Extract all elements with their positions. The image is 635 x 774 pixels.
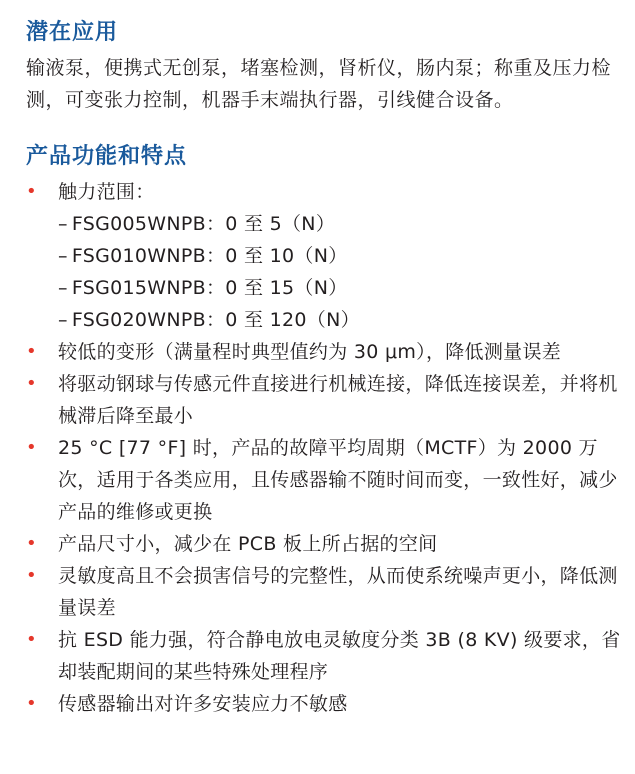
feature-item bbox=[26, 432, 626, 528]
feature-text: 25 °C [77 °F] 时，产品的故障平均周期（MCTF）为 2000 万次，适用于各类应用，且传感器输不随时间而变，一致性好，减少产品的维修或更换 bbox=[58, 437, 618, 523]
feature-text: 将驱动钢球与传感元件直接进行机械连接，降低连接误差，并将机械滞后降至最小 bbox=[58, 373, 618, 427]
feature-text: 传感器输出对许多安装应力不敏感 bbox=[58, 693, 348, 715]
force-range-row bbox=[58, 240, 626, 272]
bullet-icon: • bbox=[26, 437, 37, 458]
force-range-label: 触力范围： bbox=[58, 181, 155, 203]
force-range-row bbox=[58, 304, 626, 336]
document-page bbox=[26, 18, 626, 720]
bullet-icon: • bbox=[26, 373, 37, 394]
feature-text: 产品尺寸小，减少在 PCB 板上所占据的空间 bbox=[58, 533, 438, 555]
dash-icon: – bbox=[58, 213, 68, 235]
applications-heading: 潜在应用 bbox=[26, 20, 119, 45]
feature-text: 较低的变形（满量程时典型值约为 30 μm），降低测量误差 bbox=[58, 341, 562, 363]
feature-item bbox=[26, 560, 626, 624]
bullet-icon: • bbox=[26, 565, 37, 586]
bullet-icon: • bbox=[26, 341, 37, 362]
feature-item bbox=[26, 368, 626, 432]
feature-text: 抗 ESD 能力强，符合静电放电灵敏度分类 3B (8 KV) 级要求，省却装配期间的某些特殊处理程序 bbox=[58, 629, 621, 683]
force-range-model: FSG010WNPB bbox=[71, 245, 206, 267]
feature-item bbox=[26, 688, 626, 720]
bullet-icon: • bbox=[26, 533, 37, 554]
features-heading: 产品功能和特点 bbox=[26, 144, 188, 169]
section-spacer bbox=[26, 116, 626, 142]
dash-icon: – bbox=[58, 309, 68, 331]
force-range-value: ：0 至 15（N） bbox=[205, 277, 348, 299]
force-range-model: FSG005WNPB bbox=[71, 213, 206, 235]
bullet-icon: • bbox=[26, 693, 37, 714]
force-range-row bbox=[58, 208, 626, 240]
bullet-icon: • bbox=[26, 181, 37, 202]
dash-icon: – bbox=[58, 245, 68, 267]
force-range-model: FSG020WNPB bbox=[71, 309, 206, 331]
dash-icon: – bbox=[58, 277, 68, 299]
applications-text: 输液泵，便携式无创泵，堵塞检测，肾析仪，肠内泵；称重及压力检测，可变张力控制，机器手末端执行器，引线健合设备。 bbox=[26, 57, 612, 111]
force-range-value: ：0 至 10（N） bbox=[205, 245, 348, 267]
force-range-value: ：0 至 5（N） bbox=[205, 213, 336, 235]
force-range-row bbox=[58, 272, 626, 304]
feature-text: 灵敏度高且不会损害信号的完整性，从而使系统噪声更小，降低测量误差 bbox=[58, 565, 618, 619]
feature-item-force-range bbox=[26, 176, 626, 336]
force-range-value: ：0 至 120（N） bbox=[205, 309, 360, 331]
features-list bbox=[26, 176, 626, 720]
force-range-model: FSG015WNPB bbox=[71, 277, 206, 299]
feature-item bbox=[26, 624, 626, 688]
bullet-icon: • bbox=[26, 629, 37, 650]
feature-item bbox=[26, 528, 626, 560]
feature-item bbox=[26, 336, 626, 368]
